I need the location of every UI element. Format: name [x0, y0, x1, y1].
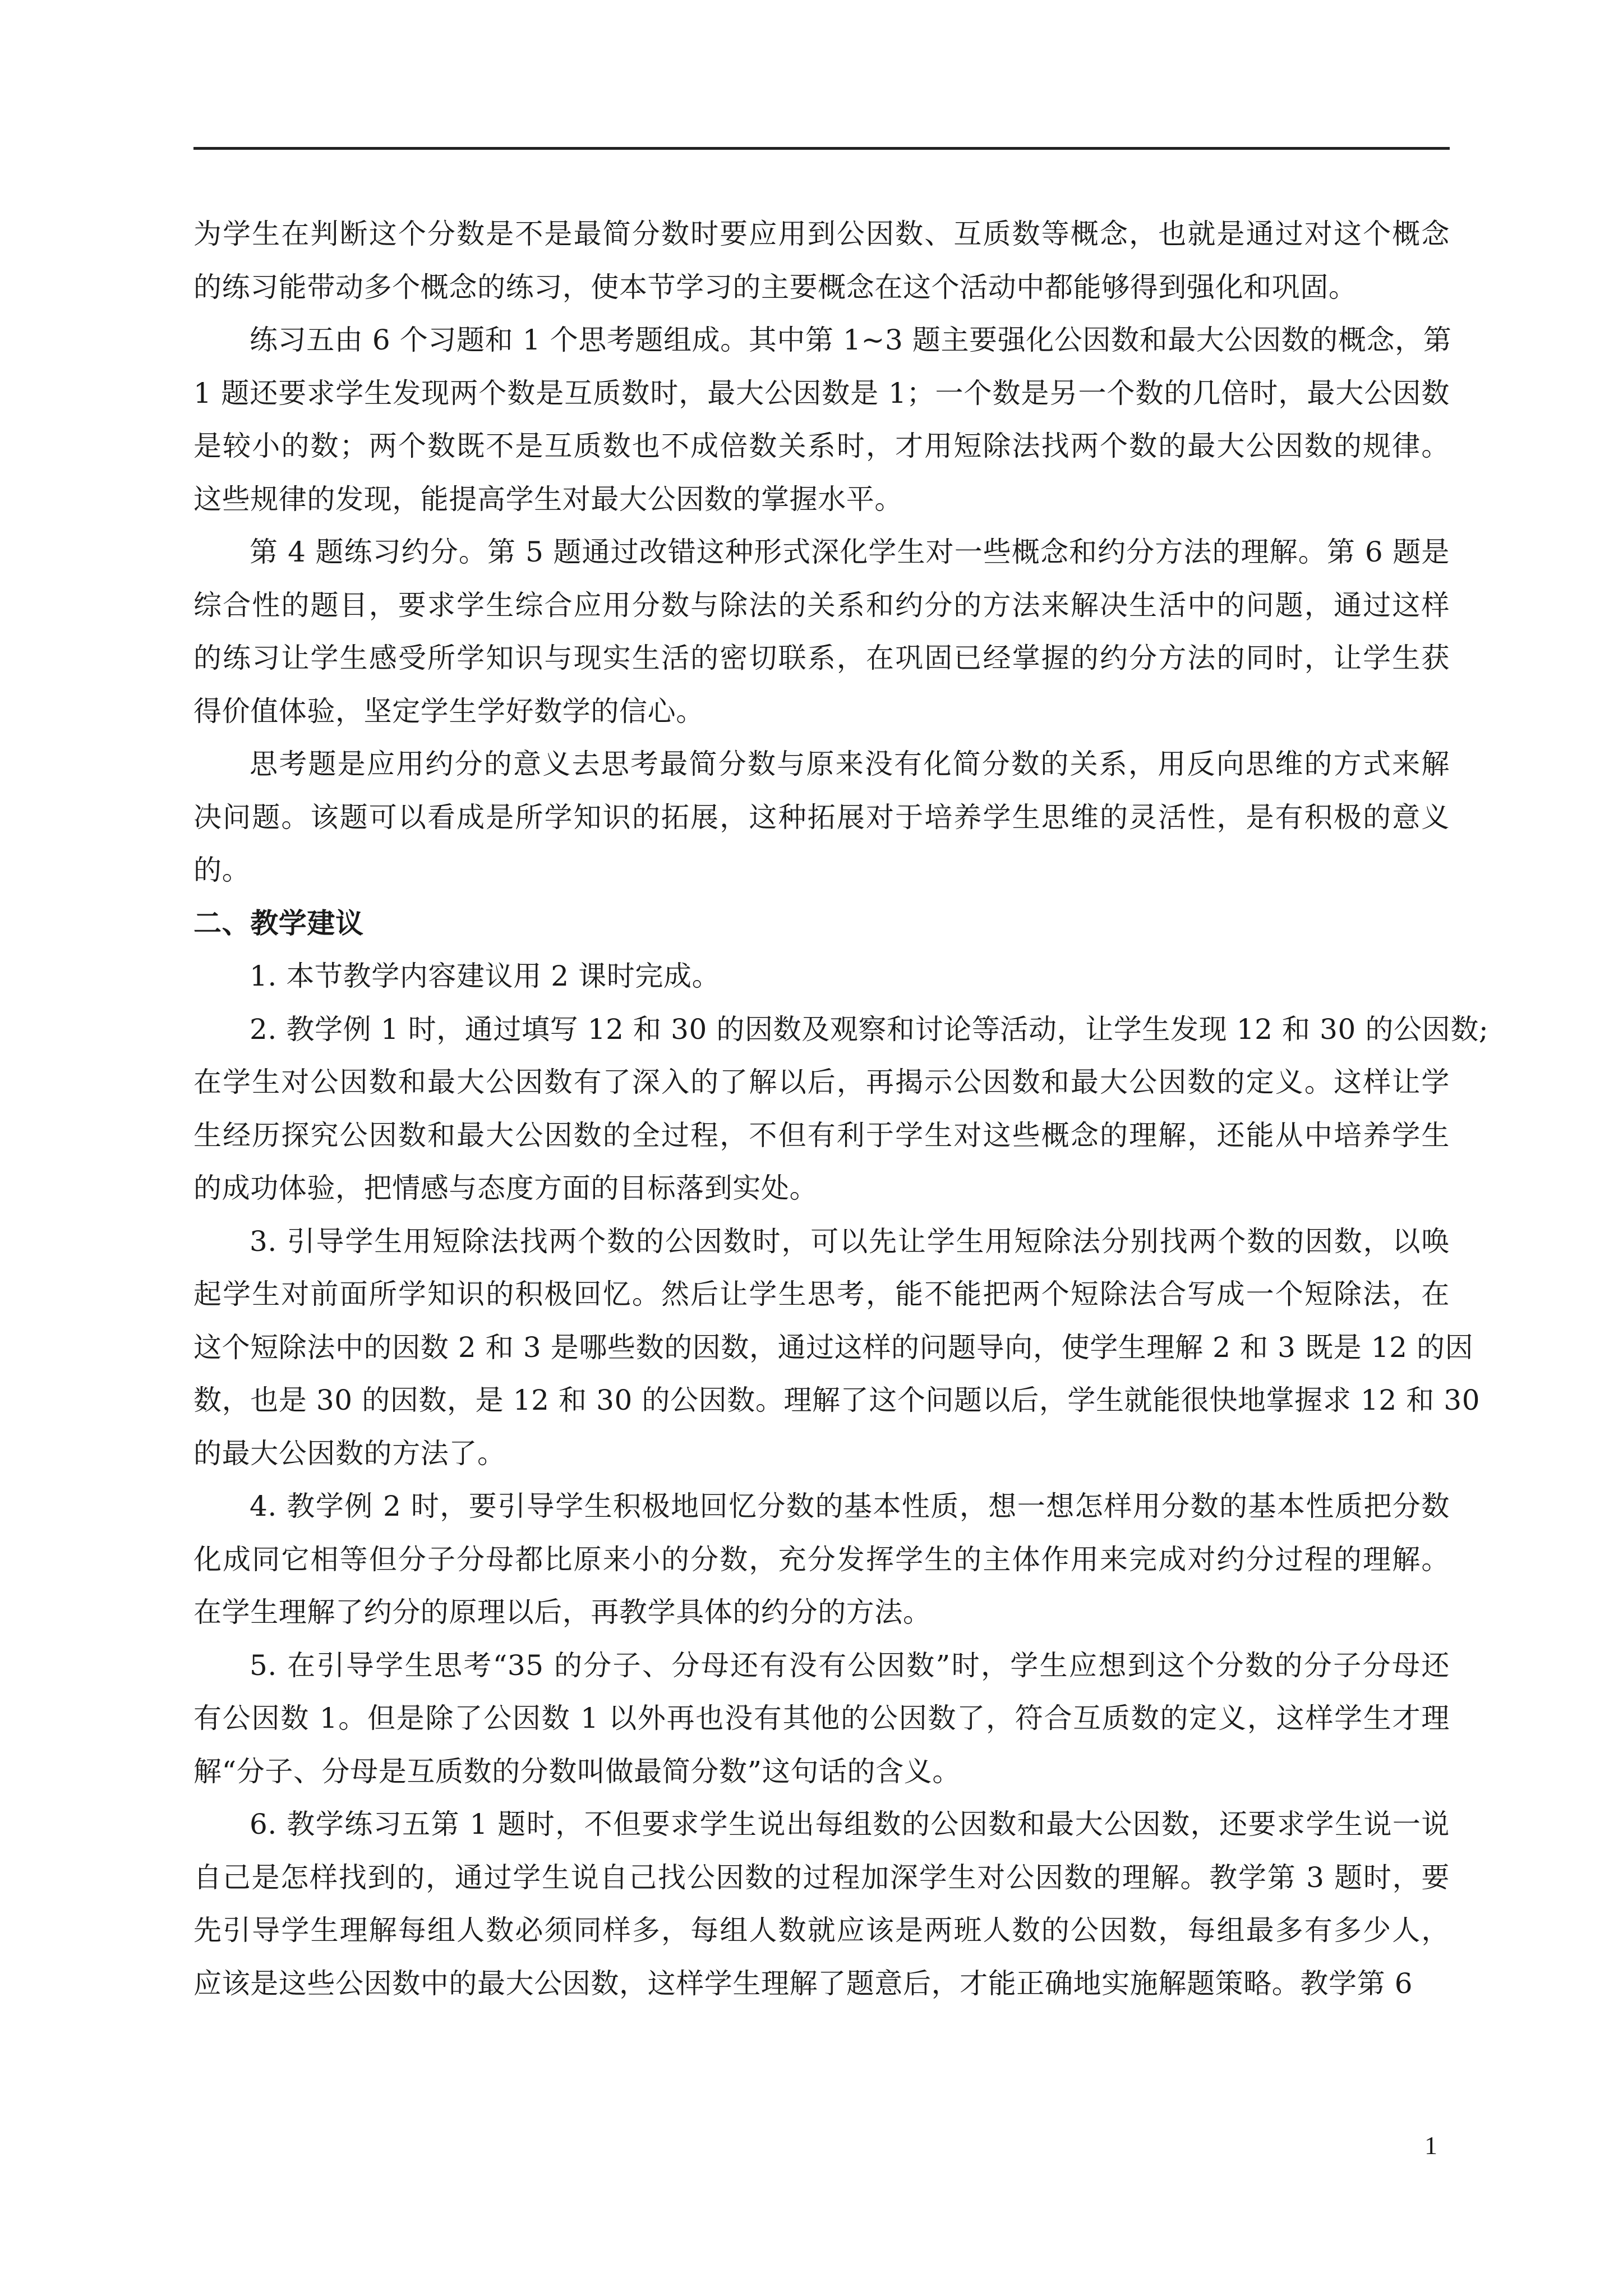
paragraph	[193, 950, 1450, 1003]
text-line: 化成同它相等但分子分母都比原来小的分数，充分发挥学生的主体作用来完成对约分过程的理解。	[193, 1543, 1450, 1576]
paragraph	[193, 208, 1450, 314]
text-line: 练习五由 6 个习题和 1 个思考题组成。其中第 1~3 题主要强化公因数和最大公因数的概念，第	[250, 324, 1452, 356]
text-line: 数，也是 30 的因数，是 12 和 30 的公因数。理解了这个问题以后，学生就能很快地掌握求 12 和 30	[193, 1384, 1481, 1416]
text-line: 为学生在判断这个分数是不是最简分数时要应用到公因数、互质数等概念，也就是通过对这个概念	[193, 218, 1450, 250]
text-line: 应该是这些公因数中的最大公因数，这样学生理解了题意后，才能正确地实施解题策略。教学第 6	[193, 1967, 1413, 2000]
paragraph	[193, 526, 1450, 738]
text-line: 的。	[193, 854, 251, 886]
text-line: 1 题还要求学生发现两个数是互质数时，最大公因数是 1；一个数是另一个数的几倍时，最大公因数	[193, 376, 1450, 409]
text-line: 生经历探究公因数和最大公因数的全过程，不但有利于学生对这些概念的理解，还能从中培养学生	[193, 1119, 1450, 1152]
paragraph	[193, 1639, 1450, 1798]
text-line: 决问题。该题可以看成是所学知识的拓展，这种拓展对于培养学生思维的灵活性，是有积极的意义	[193, 800, 1450, 834]
text-line: 是较小的数；两个数既不是互质数也不成倍数关系时，才用短除法找两个数的最大公因数的规律。	[193, 430, 1450, 462]
page-number: 1	[1424, 2131, 1437, 2160]
text-line: 得价值体验，坚定学生学好数学的信心。	[193, 694, 704, 728]
paragraph	[193, 738, 1450, 897]
text-line: 在学生对公因数和最大公因数有了深入的了解以后，再揭示公因数和最大公因数的定义。这样让学	[193, 1066, 1450, 1098]
heading-text: 二、教学建议	[193, 907, 364, 940]
text-line: 的成功体验，把情感与态度方面的目标落到实处。	[193, 1172, 818, 1204]
text-line: 有公因数 1。但是除了公因数 1 以外再也没有其他的公因数了，符合互质数的定义，这样学生才理	[193, 1702, 1450, 1734]
paragraph	[193, 1215, 1481, 1480]
text-line: 第 4 题练习约分。第 5 题通过改错这种形式深化学生对一些概念和约分方法的理解。第 6 题是	[250, 536, 1450, 568]
text-line: 的最大公因数的方法了。	[193, 1437, 506, 1470]
header-rule	[193, 147, 1450, 150]
text-line: 解“分子、分母是互质数的分数叫做最简分数”这句话的含义。	[193, 1755, 961, 1788]
section-heading	[193, 897, 1450, 950]
paragraph	[193, 314, 1450, 526]
text-line: 自己是怎样找到的，通过学生说自己找公因数的过程加深学生对公因数的理解。教学第 3 题时，要	[193, 1861, 1450, 1894]
text-line: 起学生对前面所学知识的积极回忆。然后让学生思考，能不能把两个短除法合写成一个短除法，在	[193, 1278, 1450, 1310]
document-body	[193, 208, 1489, 2010]
text-line: 思考题是应用约分的意义去思考最简分数与原来没有化简分数的关系，用反向思维的方式来解	[250, 748, 1450, 780]
text-line: 先引导学生理解每组人数必须同样多，每组人数就应该是两班人数的公因数，每组最多有多少人，	[193, 1914, 1450, 1947]
text-line: 在学生理解了约分的原理以后，再教学具体的约分的方法。	[193, 1596, 932, 1628]
text-line: 6. 教学练习五第 1 题时，不但要求学生说出每组数的公因数和最大公因数，还要求学生说一说	[250, 1808, 1450, 1841]
text-line: 的练习能带动多个概念的练习，使本节学习的主要概念在这个活动中都能够得到强化和巩固。	[193, 270, 1357, 303]
text-line: 这些规律的发现，能提高学生对最大公因数的掌握水平。	[193, 482, 903, 516]
text-line: 4. 教学例 2 时，要引导学生积极地回忆分数的基本性质，想一想怎样用分数的基本性质把分数	[250, 1490, 1450, 1522]
paragraph	[193, 1798, 1450, 2010]
paragraph	[193, 1480, 1450, 1639]
text-line: 5. 在引导学生思考“35 的分子、分母还有没有公因数”时，学生应想到这个分数的分子分母还	[250, 1649, 1450, 1682]
text-line: 这个短除法中的因数 2 和 3 是哪些数的因数，通过这样的问题导向，使学生理解 2 和 3 既是 12 的因	[193, 1331, 1474, 1364]
text-line: 2. 教学例 1 时，通过填写 12 和 30 的因数及观察和讨论等活动，让学生发现 12 和 30 的公因数;	[250, 1013, 1489, 1046]
text-line: 综合性的题目，要求学生综合应用分数与除法的关系和约分的方法来解决生活中的问题，通过这样	[193, 588, 1450, 622]
text-line: 3. 引导学生用短除法找两个数的公因数时，可以先让学生用短除法分别找两个数的因数，以唤	[250, 1225, 1450, 1258]
text-line: 1. 本节教学内容建议用 2 课时完成。	[250, 960, 721, 992]
paragraph	[193, 1003, 1489, 1215]
text-line: 的练习让学生感受所学知识与现实生活的密切联系，在巩固已经掌握的约分方法的同时，让学生获	[193, 642, 1450, 674]
